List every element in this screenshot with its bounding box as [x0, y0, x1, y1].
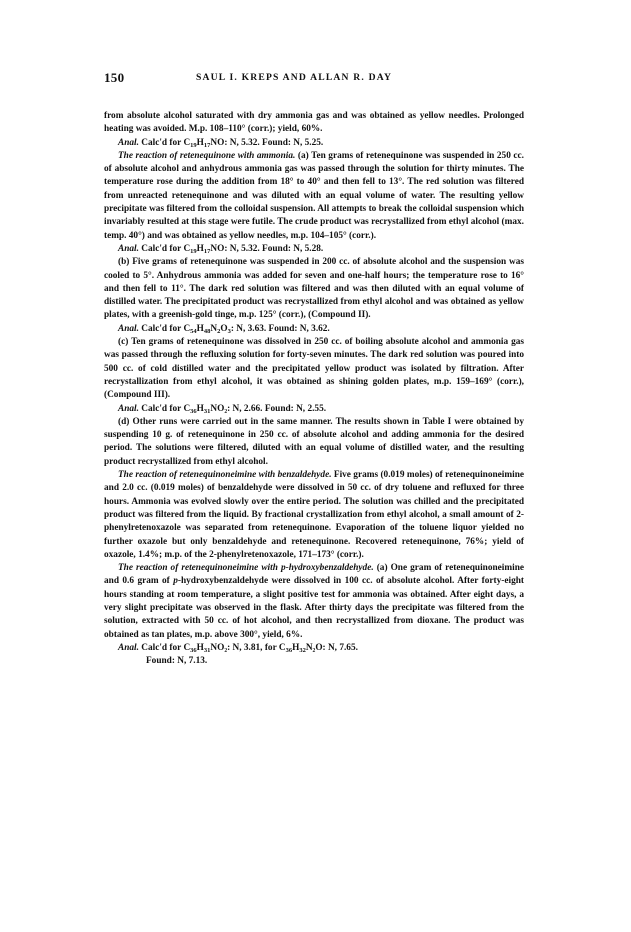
analysis-line-4: Anal. Calc'd for $C_{36}H_{31}NO_2$: N, 2.66. Found: N, 2.55.: [118, 403, 327, 415]
analysis-line-1: Anal. Calc'd for $C_{19}H_{17}NO$: N, 5.32. Found: N, 5.25.: [118, 137, 324, 149]
analysis-line-5: Anal. Calc'd for $C_{36}H_{31}NO_2$: N, 3.81, for $C_{36}H_{32}N_2O$: N, 7.65.: [118, 642, 358, 654]
analysis-label: Anal.: [118, 137, 139, 148]
analysis-line-3: Anal. Calc'd for $C_{54}H_{48}N_2O_3$: N, 3.63. Found: N, 3.62.: [118, 323, 330, 335]
analysis-line-2: Anal. Calc'd for $C_{19}H_{17}NO$: N, 5.32. Found: N, 5.28.: [118, 243, 324, 255]
paragraph-procedure-d: (d) Other runs were carried out in the same manner. The results shown in Table I were obtained by suspending 10 g. of retenequinone in 250 cc. of absolute alcohol and adding ammonia for the desired period. The solutions were filtered, diluted with an equal volume of distilled water, and the resulting product recrystallized from ethyl alcohol.: [104, 416, 524, 467]
paragraph-retenequinone-ammonia: The reaction of retenequinone with ammonia. (a) Ten grams of retenequinone was suspended in 250 cc. of absolute alcohol and anhydrous ammonia gas was passed through the solution for thirty minutes. The temperature rose during the addition from 18° to 40° and then fell to 13°. The red solution was filtered from unreacted retenequinone and was diluted with an equal volume of water. The resulting yellow precipitate was filtered from the colloidal suspension. All attempts to break the colloidal suspension which invariably resulted at this stage were futile. The crude product was recrystallized from ethyl alcohol (max. temp. 40°) and was obtained as yellow needles, m.p. 104–105° (corr.).: [104, 150, 524, 241]
paragraph-continuation: from absolute alcohol saturated with dry ammonia gas and was obtained as yellow needles. Prolonged heating was avoided. M.p. 108–110° (corr.); yield, 60%.: [104, 111, 524, 135]
analysis-label: Anal.: [118, 323, 139, 334]
paragraph-hydroxybenzaldehyde: The reaction of retenequinoneimine with p-hydroxybenzaldehyde. (a) One gram of retenequinoneimine and 0.6 gram of p-hydroxybenzaldehyde were dissolved in 100 cc. of absolute alcohol. After forty-eight hours standing at room temperature, a slight positive test for ammonia was obtained. After eight days, a very slight precipitate was observed in the flask. After thirty days the precipitate was filtered from the solution, extracted with 50 cc. of hot alcohol, and then recrystallized from dioxane. The product was obtained as tan plates, m.p. above 300°, yield, 6%.: [104, 563, 524, 640]
paragraph-benzaldehyde: The reaction of retenequinoneimine with benzaldehyde. Five grams (0.019 moles) of retenequinoneimine and 2.0 cc. (0.019 moles) of benzaldehyde were dissolved in 50 cc. of dry toluene and refluxed for three hours. Ammonia was evolved slowly over the entire period. The solution was chilled and the precipitated product was filtered from the liquid. By fractional crystallization from ethyl alcohol, a small amount of 2-phenylretenoxazole was separated from retenequinone. Evaporation of the toluene liquor yielded no further oxazole but only benzaldehyde and retenequinone. Recovered retenequinone, 76%; yield of oxazole, 1.4%; m.p. of the 2-phenylretenoxazole, 171–173° (corr.).: [104, 470, 524, 560]
paragraph-procedure-c: (c) Ten grams of retenequinone was dissolved in 250 cc. of boiling absolute alcohol and ammonia gas was passed through the refluxing solution for forty-seven minutes. The dark red solution was poured into 500 cc. of cold distilled water and the precipitated yellow product was isolated by filtration. After recrystallization from ethyl alcohol, it was obtained as shining golden plates, m.p. 159–169° (corr.), (Compound III).: [104, 337, 524, 401]
running-head: SAUL I. KREPS AND ALLAN R. DAY: [196, 72, 393, 83]
analysis-label: Anal.: [118, 243, 139, 254]
section-heading: The reaction of retenequinoneimine with p-hydroxybenzaldehyde.: [118, 563, 374, 574]
analysis-label: Anal.: [118, 403, 139, 414]
section-heading: The reaction of retenequinoneimine with benzaldehyde.: [118, 470, 332, 481]
page-header: [104, 70, 520, 86]
article-body: [104, 110, 524, 668]
paragraph-procedure-b: (b) Five grams of retenequinone was suspended in 200 cc. of absolute alcohol and the suspension was cooled to 5°. Anhydrous ammonia was added for seven and one-half hours; the temperature rose to 16° and then fell to 11°. The dark red solution was filtered and was then diluted with an equal volume of distilled water. The precipitated product was recrystallized from ethyl alcohol and was obtained as yellow plates, with a greenish-gold tinge, m.p. 125° (corr.), (Compound II).: [104, 257, 524, 321]
section-heading: The reaction of retenequinone with ammonia.: [118, 150, 296, 161]
page-number: 150: [104, 70, 125, 85]
analysis-label: Anal.: [118, 642, 139, 653]
found-line: Found: N, 7.13.: [146, 656, 208, 667]
